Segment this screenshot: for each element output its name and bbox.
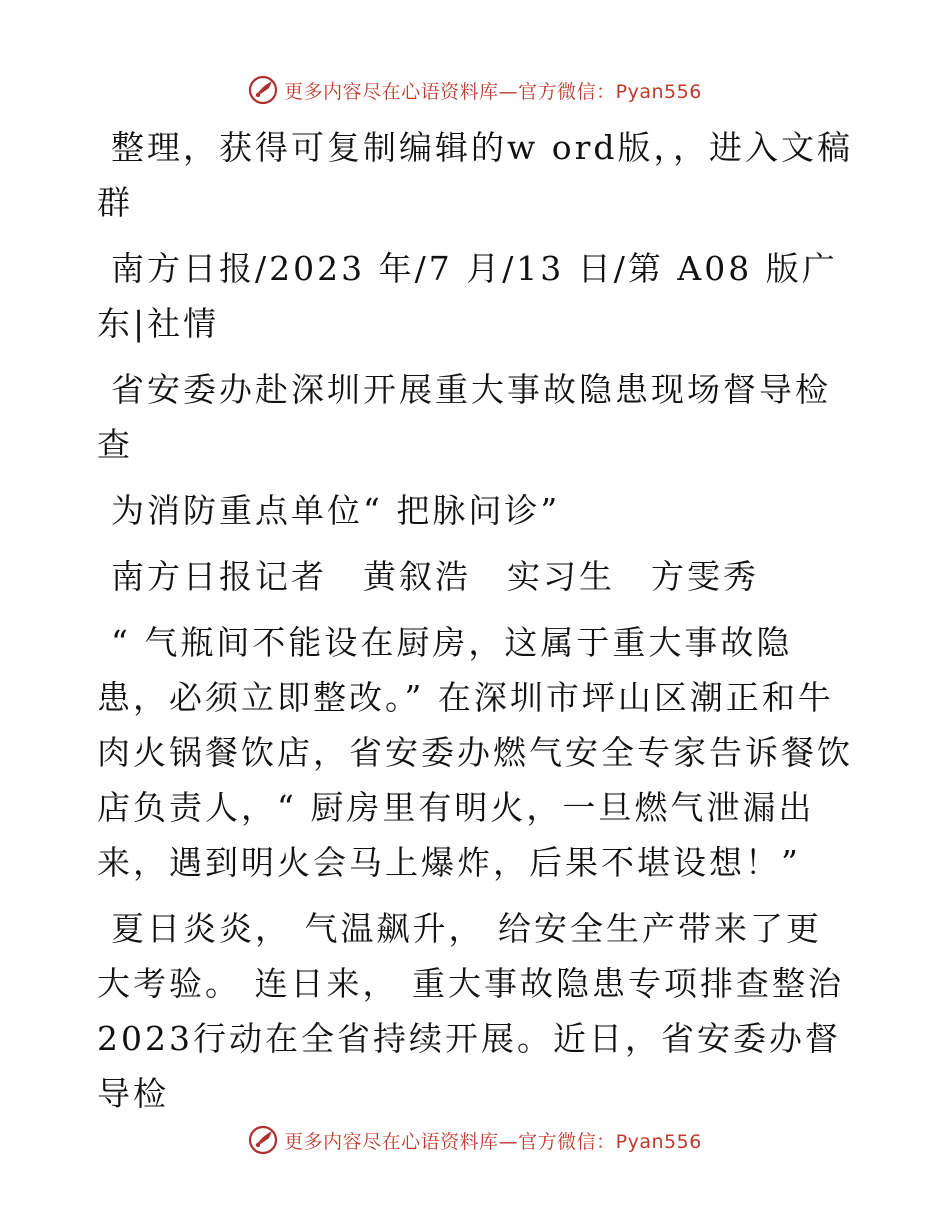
brush-logo-icon xyxy=(248,75,278,105)
body-paragraph: “ 气瓶间不能设在厨房，这属于重大事故隐患，必须立即整改。” 在深圳市坪山区潮正和牛肉火锅餐饮店，省安委办燃气安全专家告诉餐饮店负责人，“ 厨房里有明火，一旦燃气泄漏出来，遇到明火会马上爆炸，后果不堪设想！” xyxy=(97,623,853,882)
article-subtitle: 为消防重点单位“ 把脉问诊” xyxy=(111,491,561,530)
byline: 南方日报记者 黄叙浩 实习生 方雯秀 xyxy=(111,557,759,596)
header-watermark xyxy=(0,70,950,110)
footer-watermark xyxy=(0,1120,950,1160)
body-paragraph: 夏日炎炎， 气温飙升， 给安全生产带来了更大考验。 连日来， 重大事故隐患专项排查整治2023行动在全省持续开展。近日，省安委办督导检 xyxy=(97,909,844,1113)
watermark-text: 更多内容尽在心语资料库—官方微信：Pyan556 xyxy=(284,80,702,103)
document-body xyxy=(97,120,857,1132)
article-title: 省安委办赴深圳开展重大事故隐患现场督导检查 xyxy=(97,370,831,464)
brush-logo-icon xyxy=(248,1125,278,1155)
intro-paragraph: 整理，获得可复制编辑的w ord版，，进入文稿群 xyxy=(97,128,854,222)
source-line: 南方日报/2023 年/7 月/13 日/第 A08 版广东|社情 xyxy=(97,249,838,343)
watermark-text: 更多内容尽在心语资料库—官方微信：Pyan556 xyxy=(284,1130,702,1153)
